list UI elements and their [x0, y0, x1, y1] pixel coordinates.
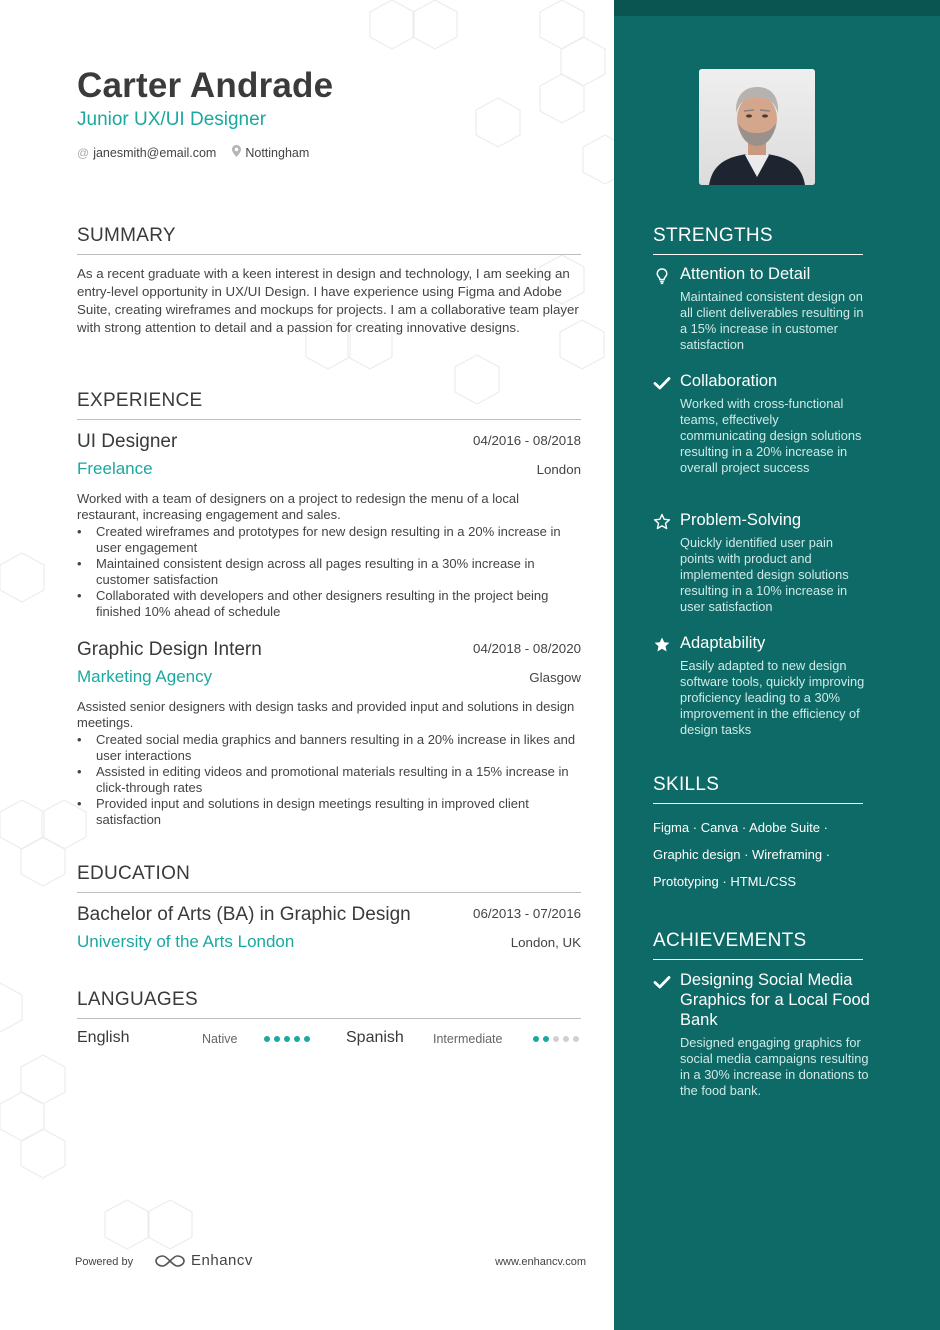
strengths-heading: STRENGTHS — [653, 225, 863, 255]
job-bullet: • Provided input and solutions in design meetings resulting in improved client satisfaction — [77, 796, 581, 828]
skill-item: Adobe Suite — [749, 820, 820, 835]
language-name: English — [77, 1029, 130, 1046]
lightbulb-icon — [653, 267, 671, 285]
achievement-description: Designed engaging graphics for social media campaigns resulting in a 30% increase in donations to the food bank. — [680, 1035, 869, 1098]
languages-heading: LANGUAGES — [77, 989, 581, 1019]
candidate-role: Junior UX/UI Designer — [77, 109, 267, 130]
job-entry — [77, 431, 581, 619]
email-text: janesmith@email.com — [93, 145, 217, 160]
location-contact — [232, 145, 309, 160]
strength-title: Problem-Solving — [680, 511, 802, 529]
star-filled-icon — [653, 636, 671, 654]
strength-title: Attention to Detail — [680, 265, 811, 283]
proficiency-dot-empty — [563, 1036, 569, 1042]
footer — [75, 1252, 586, 1271]
job-description: Worked with a team of designers on a project to redesign the menu of a local restaurant, increasing engagement and sales. — [77, 491, 520, 522]
proficiency-dot-filled — [284, 1036, 290, 1042]
checkmark-icon — [653, 973, 671, 991]
skill-item: Canva — [700, 820, 739, 835]
summary-text: As a recent graduate with a keen interest in design and technology, I am seeking an entry-level opportunity in UX/UI Design. I have experience using Figma and Adobe Suite, creating wireframes and mockups for projects. I am a collaborative team player with strong attention to detail and a passion for creating innovative designs. — [77, 266, 579, 335]
proficiency-dot-filled — [543, 1036, 549, 1042]
checkmark-icon — [653, 374, 671, 392]
job-bullet: • Created social media graphics and banners resulting in a 20% increase in likes and user interactions — [77, 732, 581, 764]
job-dates: 04/2018 - 08/2020 — [473, 641, 581, 656]
job-title: Graphic Design Intern — [77, 639, 262, 660]
strength-description: Maintained consistent design on all client deliverables resulting in a 15% increase in customer satisfaction — [680, 289, 864, 352]
education-entry — [77, 904, 581, 951]
infinity-logo-icon — [155, 1253, 185, 1269]
email-contact[interactable] — [77, 146, 216, 160]
language-proficiency-dots — [264, 1036, 314, 1042]
strength-title: Collaboration — [680, 372, 778, 390]
location-text: Nottingham — [245, 145, 310, 160]
contact-info — [77, 145, 325, 160]
sidebar — [614, 0, 940, 1330]
strength-description: Easily adapted to new design software tools, quickly improving proficiency leading to a 30% improvement in the efficiency of design tasks — [680, 658, 865, 737]
job-bullet: • Assisted in editing videos and promotional materials resulting in a 15% increase in click-through rates — [77, 764, 581, 796]
job-title: UI Designer — [77, 431, 178, 452]
job-bullet: • Collaborated with developers and other designers resulting in the project being finished 10% ahead of schedule — [77, 588, 581, 620]
at-icon: @ — [77, 145, 90, 160]
achievements-heading: ACHIEVEMENTS — [653, 930, 863, 960]
summary-heading: SUMMARY — [77, 225, 581, 255]
job-bullets — [77, 732, 581, 828]
proficiency-dot-filled — [304, 1036, 310, 1042]
school-location: London, UK — [510, 935, 581, 950]
job-company: Marketing Agency — [77, 667, 213, 686]
school-name: University of the Arts London — [77, 932, 295, 951]
enhancv-logo[interactable] — [155, 1252, 253, 1269]
proficiency-dot-filled — [274, 1036, 280, 1042]
portrait-image — [699, 69, 815, 185]
degree-title: Bachelor of Arts (BA) in Graphic Design — [77, 904, 411, 925]
job-location: Glasgow — [529, 670, 581, 685]
proficiency-dot-filled — [264, 1036, 270, 1042]
map-pin-icon — [232, 145, 241, 160]
proficiency-dot-empty — [553, 1036, 559, 1042]
job-bullet: • Maintained consistent design across all pages resulting in a 30% increase in customer satisfaction — [77, 556, 581, 588]
skill-item: Graphic design — [653, 847, 741, 862]
job-bullets — [77, 524, 581, 620]
powered-by-text: Powered by — [75, 1256, 134, 1268]
strength-description: Worked with cross-functional teams, effectively communicating design solutions resulting in a 20% increase in overall project success — [680, 396, 862, 475]
strength-description: Quickly identified user pain points with product and implemented design solutions resulting in a 10% increase in user satisfaction — [680, 535, 849, 614]
footer-url[interactable]: www.enhancv.com — [495, 1256, 586, 1268]
skills-heading: SKILLS — [653, 774, 863, 804]
language-level: Intermediate — [433, 1032, 503, 1046]
skill-item: Wireframing — [752, 847, 823, 862]
skill-item: Prototyping — [653, 874, 719, 889]
language-name: Spanish — [346, 1029, 404, 1046]
job-bullet: • Created wireframes and prototypes for new design resulting in a 20% increase in user engagement — [77, 524, 581, 556]
candidate-name: Carter Andrade — [77, 66, 334, 105]
job-dates: 04/2016 - 08/2018 — [473, 433, 581, 448]
star-outline-icon — [653, 513, 671, 531]
achievement-title: Designing Social Media Graphics for a Local Food Bank — [680, 971, 870, 1029]
brand-name: Enhancv — [191, 1252, 253, 1269]
job-description: Assisted senior designers with design tasks and provided input and solutions in design meetings. — [77, 699, 575, 730]
language-proficiency-dots — [533, 1036, 583, 1042]
proficiency-dot-filled — [533, 1036, 539, 1042]
sidebar-top-bar — [614, 0, 940, 16]
job-location: London — [536, 462, 581, 477]
languages-row — [77, 1029, 581, 1049]
profile-photo — [699, 69, 815, 185]
education-heading: EDUCATION — [77, 863, 581, 893]
proficiency-dot-filled — [294, 1036, 300, 1042]
skill-item: HTML/CSS — [730, 874, 797, 889]
proficiency-dot-empty — [573, 1036, 579, 1042]
job-entry — [77, 639, 581, 827]
language-level: Native — [202, 1032, 238, 1046]
experience-heading: EXPERIENCE — [77, 390, 581, 420]
strength-title: Adaptability — [680, 634, 766, 652]
skills-list: Figma · Canva · Adobe Suite · Graphic design · Wireframing · Prototyping · HTML/CSS — [653, 820, 831, 889]
job-company: Freelance — [77, 459, 153, 478]
education-dates: 06/2013 - 07/2016 — [473, 906, 581, 921]
skill-item: Figma — [653, 820, 690, 835]
